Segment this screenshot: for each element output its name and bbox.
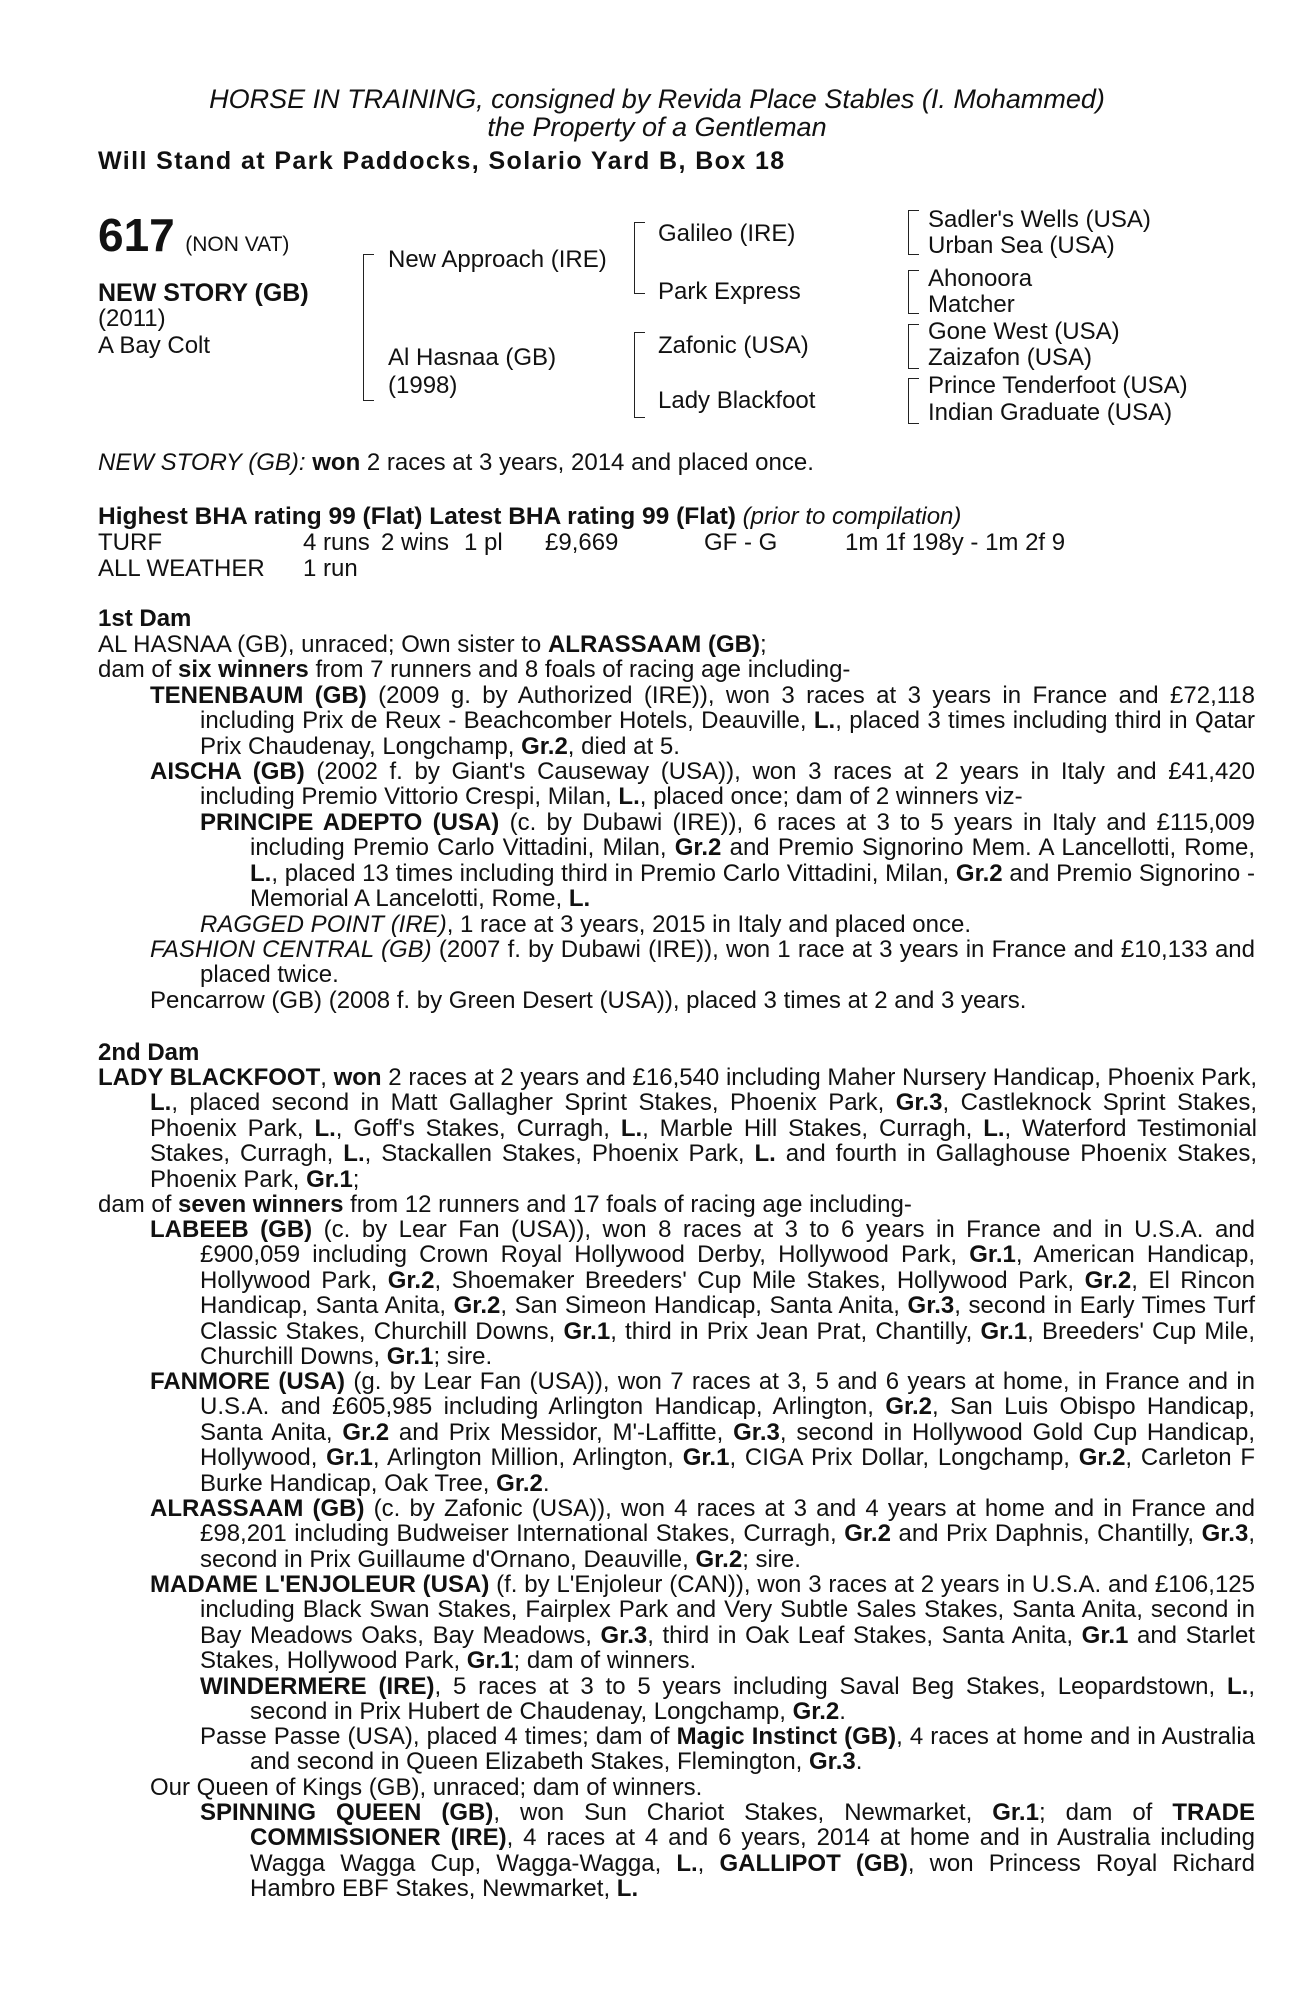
alrassaam-name: ALRASSAAM (GB) bbox=[150, 1495, 365, 1522]
ragged-name: RAGGED POINT (IRE) bbox=[200, 911, 447, 938]
labeeb-text-h: , Breeders' Cup Mile, Churchill Downs, bbox=[200, 1317, 1255, 1371]
pedigree-sire: New Approach (IRE) bbox=[388, 246, 607, 273]
trade-listed: L. bbox=[676, 1849, 698, 1877]
pedigree-dam-year: (1998) bbox=[388, 372, 458, 399]
labeeb-text-b: , American Handicap, Hollywood Park, bbox=[200, 1241, 1255, 1294]
form-turf-label: TURF bbox=[98, 529, 162, 556]
race-summary bbox=[98, 450, 814, 475]
madame-text-a: (f. by L'Enjoleur (CAN)), won 3 races at 2 years in U.S.A. and £106,125 including Black Swan Stakes, Fairplex Park and Very Subtle Sales Stakes, Santa Anita, second in Bay Meadows Oaks, Bay Meadows, bbox=[200, 1571, 1255, 1649]
gallipot-text: , won Princess Royal Richard Hambro EBF Stakes, Newmarket, bbox=[250, 1849, 1255, 1903]
passe-text-a: Passe Passe (USA), placed 4 times; dam of bbox=[200, 1723, 677, 1750]
pedigree-brace-dam bbox=[634, 332, 645, 418]
principe-group-1: Gr.2 bbox=[674, 834, 722, 862]
aischa-listed: L. bbox=[618, 783, 640, 811]
dam2-produce-a: dam of bbox=[98, 1191, 179, 1218]
produce-tenenbaum bbox=[150, 683, 1255, 759]
passe-group: Gr.3 bbox=[809, 1748, 856, 1776]
alrassaam-group-3: Gr.2 bbox=[695, 1545, 743, 1573]
produce-windermere bbox=[200, 1674, 1255, 1725]
pedigree-dam-dam: Lady Blackfoot bbox=[658, 387, 816, 414]
form-turf-money: £9,669 bbox=[545, 529, 619, 556]
labeeb-text-c: , Shoemaker Breeders' Cup Mile Stakes, Hollywood Park, bbox=[434, 1266, 1085, 1294]
trade-commissioner-name: TRADE COMMISSIONER (IRE) bbox=[250, 1799, 1256, 1852]
produce-aischa bbox=[150, 759, 1255, 810]
header-location: Will Stand at Park Paddocks, Solario Yard B, Box 18 bbox=[98, 147, 786, 175]
madame-text-b: , third in Oak Leaf Stakes, Santa Anita, bbox=[647, 1621, 1082, 1649]
pedigree-dam: Al Hasnaa (GB) bbox=[388, 344, 557, 371]
labeeb-group-1: Gr.1 bbox=[969, 1241, 1016, 1269]
fanmore-text-g: , Carleton F Burke Handicap, Oak Tree, bbox=[200, 1444, 1255, 1497]
lady-text-g: , Waterford Testimonial Stakes, Curragh, bbox=[150, 1114, 1257, 1168]
labeeb-text-d: , El Rincon Handicap, Santa Anita, bbox=[200, 1266, 1255, 1320]
form-turf-runs: 4 runs bbox=[303, 529, 370, 556]
spinning-text-b: ; dam of bbox=[1038, 1799, 1173, 1826]
lot-name: NEW STORY (GB) bbox=[98, 279, 309, 307]
lady-listed-6: L. bbox=[754, 1140, 776, 1168]
alrassaam-group-1: Gr.2 bbox=[844, 1520, 891, 1548]
labeeb-group-7: Gr.1 bbox=[980, 1317, 1028, 1345]
lady-won: won bbox=[333, 1064, 382, 1091]
fanmore-name: FANMORE (USA) bbox=[150, 1368, 346, 1395]
madame-name: MADAME L'ENJOLEUR (USA) bbox=[150, 1571, 490, 1598]
fashion-text: (2007 f. by Dubawi (IRE)), won 1 race at 3 years in France and £10,133 and placed twice. bbox=[200, 936, 1255, 989]
lady-text-h: , Stackallen Stakes, Phoenix Park, bbox=[364, 1140, 755, 1168]
fanmore-group-4: Gr.1 bbox=[326, 1444, 373, 1472]
magic-instinct-name: Magic Instinct (GB) bbox=[676, 1723, 897, 1750]
dam1-sister-name: ALRASSAAM (GB) bbox=[547, 631, 760, 658]
fashion-name: FASHION CENTRAL (GB) bbox=[150, 936, 432, 963]
header-consignor: HORSE IN TRAINING, consigned by Revida Place Stables (I. Mohammed) bbox=[209, 84, 1105, 114]
lady-text-e: , Goff's Stakes, Curragh, bbox=[335, 1114, 621, 1142]
dam1-winners-count: six winners bbox=[178, 656, 309, 683]
passe-text-c: . bbox=[855, 1748, 863, 1776]
fanmore-text-d: , second in Hollywood Gold Cup Handicap, Hollywood, bbox=[200, 1418, 1256, 1472]
lady-text-a: , bbox=[320, 1064, 334, 1091]
madame-group-2: Gr.1 bbox=[1081, 1621, 1129, 1649]
lot-number: 617 bbox=[98, 209, 175, 261]
form-turf-wins: 2 wins bbox=[381, 529, 450, 556]
lot-description: A Bay Colt bbox=[98, 332, 211, 359]
principe-text-b: and Premio Signorino Mem. A Lancellotti, Rome, bbox=[721, 834, 1255, 862]
produce-principe bbox=[200, 810, 1255, 912]
aischa-text-b: , placed once; dam of 2 winners viz- bbox=[639, 783, 1023, 811]
labeeb-group-8: Gr.1 bbox=[386, 1343, 434, 1371]
tenenbaum-listed: L. bbox=[813, 707, 836, 735]
principe-text-a: (c. by Dubawi (IRE)), 6 races at 3 to 5 years in Italy and £115,009 including Premio Carlo Vittadini, Milan, bbox=[250, 809, 1255, 862]
dam1-produce-a: dam of bbox=[98, 656, 179, 683]
dam1-intro-text: AL HASNAA (GB), unraced; Own sister to bbox=[98, 631, 548, 658]
fanmore-text-c: and Prix Messidor, M'-Laffitte, bbox=[389, 1418, 734, 1446]
lady-group-1: Gr.3 bbox=[895, 1089, 943, 1117]
principe-text-c: , placed 13 times including third in Premio Carlo Vittadini, Milan, bbox=[271, 859, 956, 887]
pedigree-sire-sire: Galileo (IRE) bbox=[658, 220, 796, 247]
produce-madame bbox=[150, 1572, 1255, 1674]
fanmore-group-5: Gr.1 bbox=[682, 1444, 730, 1472]
labeeb-group-3: Gr.2 bbox=[1084, 1266, 1132, 1294]
pedigree-brace-main bbox=[363, 254, 374, 401]
lot-heading bbox=[98, 208, 289, 262]
form-aw-runs: 1 run bbox=[303, 555, 358, 582]
fanmore-group-7: Gr.2 bbox=[496, 1469, 543, 1497]
lady-text-j: ; bbox=[352, 1165, 360, 1193]
produce-pencarrow: Pencarrow (GB) (2008 f. by Green Desert (USA)), placed 3 times at 2 and 3 years. bbox=[150, 987, 1027, 1014]
spinning-queen-name: SPINNING QUEEN (GB) bbox=[200, 1799, 494, 1826]
pedigree-ds-sire: Gone West (USA) bbox=[928, 318, 1120, 345]
pedigree-sd-dam: Matcher bbox=[928, 291, 1015, 318]
pedigree-ss-dam: Urban Sea (USA) bbox=[928, 232, 1115, 259]
principe-listed-2: L. bbox=[568, 885, 591, 913]
pedigree-ss-sire: Sadler's Wells (USA) bbox=[928, 206, 1151, 233]
rating-text: Highest BHA rating 99 (Flat) Latest BHA rating 99 (Flat) bbox=[98, 503, 736, 530]
tenenbaum-text-a: (2009 g. by Authorized (IRE)), won 3 races at 3 years in France and £72,118 including Prix de Reux - Beachcomber Hotels, Deauville, bbox=[200, 682, 1255, 735]
labeeb-group-6: Gr.1 bbox=[563, 1317, 611, 1345]
lady-text-d: , Castleknock Sprint Stakes, Phoenix Park, bbox=[150, 1089, 1257, 1142]
lady-text-c: , placed second in Matt Gallagher Sprint Stakes, Phoenix Park, bbox=[171, 1089, 896, 1117]
lot-year: (2011) bbox=[98, 305, 166, 332]
trade-text-a: , 4 races at 4 and 6 years, 2014 at home and in Australia including Wagga Wagga Cup, Wagga-Wagga, bbox=[250, 1824, 1255, 1877]
pedigree-dd-dam: Indian Graduate (USA) bbox=[928, 399, 1173, 426]
labeeb-group-4: Gr.2 bbox=[453, 1292, 501, 1320]
lady-listed-3: L. bbox=[620, 1114, 643, 1142]
dam2-heading: 2nd Dam bbox=[98, 1039, 200, 1066]
aischa-text-a: (2002 f. by Giant's Causeway (USA)), won 3 races at 2 years in Italy and £41,420 including Premio Vittorio Crespi, Milan, bbox=[200, 758, 1255, 811]
dam2-produce-c: from 12 runners and 17 foals of racing age including- bbox=[343, 1191, 912, 1218]
pedigree-ds-dam: Zaizafon (USA) bbox=[928, 344, 1093, 371]
pedigree-brace-ds bbox=[908, 324, 919, 369]
produce-fashion bbox=[150, 937, 1255, 988]
principe-name: PRINCIPE ADEPTO (USA) bbox=[200, 809, 500, 836]
dam1-produce bbox=[98, 657, 850, 682]
lady-text-f: , Marble Hill Stakes, Curragh, bbox=[642, 1114, 984, 1142]
spinning-group: Gr.1 bbox=[992, 1799, 1039, 1826]
labeeb-group-5: Gr.3 bbox=[907, 1292, 955, 1320]
lady-blackfoot-name: LADY BLACKFOOT bbox=[98, 1064, 321, 1091]
pedigree-sire-dam: Park Express bbox=[658, 278, 801, 305]
fanmore-group-6: Gr.2 bbox=[1078, 1444, 1126, 1472]
dam1-produce-c: from 7 runners and 8 foals of racing age including- bbox=[308, 656, 851, 683]
alrassaam-text-d: ; sire. bbox=[742, 1545, 801, 1573]
dam2-winners-count: seven winners bbox=[178, 1191, 344, 1218]
fanmore-group-1: Gr.2 bbox=[885, 1393, 933, 1421]
alrassaam-text-c: , second in Prix Guillaume d'Ornano, Deauville, bbox=[200, 1520, 1255, 1573]
produce-passe bbox=[200, 1724, 1255, 1775]
summary-colon: : bbox=[298, 449, 306, 476]
summary-horse-name: NEW STORY (GB) bbox=[98, 449, 299, 476]
lady-listed-1: L. bbox=[150, 1089, 172, 1117]
principe-group-2: Gr.2 bbox=[955, 859, 1003, 887]
labeeb-text-f: , second in Early Times Turf Classic Stakes, Churchill Downs, bbox=[200, 1292, 1256, 1345]
form-turf-distance: 1m 1f 198y - 1m 2f 9 bbox=[845, 529, 1066, 556]
fanmore-text-a: (g. by Lear Fan (USA)), won 7 races at 3, 5 and 6 years at home, in France and in U.S.A. and £605,985 including Arlington Handicap, Arlington, bbox=[200, 1368, 1256, 1421]
lady-listed-5: L. bbox=[343, 1140, 365, 1168]
pedigree-dam-sire: Zafonic (USA) bbox=[658, 332, 809, 359]
pedigree-brace-sd bbox=[908, 270, 919, 314]
madame-text-c: and Starlet Stakes, Hollywood Park, bbox=[200, 1621, 1255, 1675]
fanmore-text-h: . bbox=[542, 1469, 550, 1497]
lady-text-i: and fourth in Gallaghouse Phoenix Stakes, Phoenix Park, bbox=[150, 1140, 1257, 1193]
gallipot-listed: L. bbox=[616, 1875, 639, 1903]
produce-our-queen: Our Queen of Kings (GB), unraced; dam of winners. bbox=[150, 1774, 703, 1801]
lady-listed-2: L. bbox=[314, 1114, 336, 1142]
windermere-name: WINDERMERE (IRE) bbox=[200, 1673, 435, 1700]
header-property: the Property of a Gentleman bbox=[487, 112, 827, 142]
fanmore-group-3: Gr.3 bbox=[733, 1418, 780, 1446]
alrassaam-text-b: and Prix Daphnis, Chantilly, bbox=[890, 1520, 1202, 1548]
rating-note: (prior to compilation) bbox=[742, 503, 962, 530]
madame-group-1: Gr.3 bbox=[600, 1621, 648, 1649]
dam1-intro bbox=[98, 632, 767, 657]
produce-ragged bbox=[200, 912, 971, 937]
labeeb-text-e: , San Simeon Handicap, Santa Anita, bbox=[500, 1292, 908, 1320]
summary-rest: 2 races at 3 years, 2014 and placed once. bbox=[360, 449, 814, 476]
dam1-intro-end: ; bbox=[759, 631, 767, 658]
gallipot-name: GALLIPOT (GB) bbox=[719, 1849, 908, 1877]
dam1-heading: 1st Dam bbox=[98, 605, 192, 632]
trade-text-b: , bbox=[697, 1849, 720, 1877]
produce-spinning-queen bbox=[200, 1800, 1255, 1902]
windermere-text-c: . bbox=[839, 1698, 846, 1726]
fanmore-group-2: Gr.2 bbox=[342, 1418, 390, 1446]
tenenbaum-text-c: , died at 5. bbox=[567, 732, 680, 760]
windermere-text-b: , second in Prix Hubert de Chaudenay, Longchamp, bbox=[250, 1673, 1255, 1726]
tenenbaum-text-b: , placed 3 times including third in Qatar Prix Chaudenay, Longchamp, bbox=[200, 707, 1255, 760]
form-aw-label: ALL WEATHER bbox=[98, 555, 265, 582]
spinning-text-a: , won Sun Chariot Stakes, Newmarket, bbox=[493, 1799, 993, 1826]
principe-text-d: and Premio Signorino - Memorial A Lancelotti, Rome, bbox=[250, 859, 1255, 913]
fanmore-text-e: , Arlington Million, Arlington, bbox=[372, 1444, 683, 1472]
rating-line bbox=[98, 504, 961, 529]
fanmore-text-f: , CIGA Prix Dollar, Longchamp, bbox=[729, 1444, 1079, 1472]
tenenbaum-group: Gr.2 bbox=[521, 732, 568, 760]
dam2-produce bbox=[98, 1192, 912, 1217]
lady-text-b: 2 races at 2 years and £16,540 including Maher Nursery Handicap, Phoenix Park, bbox=[381, 1064, 1257, 1091]
lady-listed-4: L. bbox=[983, 1114, 1005, 1142]
lot-vat: (NON VAT) bbox=[185, 233, 290, 256]
windermere-text-a: , 5 races at 3 to 5 years including Saval Beg Stakes, Leopardstown, bbox=[434, 1673, 1227, 1700]
aischa-name: AISCHA (GB) bbox=[150, 758, 305, 785]
produce-alrassaam bbox=[150, 1496, 1255, 1572]
form-turf-pl: 1 pl bbox=[464, 529, 503, 556]
windermere-listed: L. bbox=[1227, 1673, 1249, 1700]
labeeb-text-g: , third in Prix Jean Prat, Chantilly, bbox=[610, 1317, 981, 1345]
madame-group-3: Gr.1 bbox=[466, 1647, 514, 1675]
labeeb-name: LABEEB (GB) bbox=[150, 1216, 313, 1243]
passe-text-b: , 4 races at home and in Australia and second in Queen Elizabeth Stakes, Flemington, bbox=[250, 1723, 1256, 1776]
alrassaam-group-2: Gr.3 bbox=[1201, 1520, 1249, 1548]
principe-listed: L. bbox=[250, 859, 272, 887]
labeeb-group-2: Gr.2 bbox=[387, 1266, 435, 1294]
pedigree-brace-sire bbox=[634, 222, 645, 294]
ragged-text: , 1 race at 3 years, 2015 in Italy and placed once. bbox=[446, 911, 972, 938]
labeeb-text-i: ; sire. bbox=[433, 1343, 493, 1371]
madame-text-d: ; dam of winners. bbox=[513, 1647, 697, 1675]
pedigree-dd-sire: Prince Tenderfoot (USA) bbox=[928, 372, 1188, 399]
labeeb-text-a: (c. by Lear Fan (USA)), won 8 races at 3 to 6 years in France and in U.S.A. and £900,059 including Crown Royal Hollywood Derby, Hollywood Park, bbox=[200, 1216, 1255, 1269]
produce-labeeb bbox=[150, 1217, 1255, 1369]
pedigree-sd-sire: Ahonoora bbox=[928, 265, 1033, 292]
dam2-record bbox=[98, 1065, 1257, 1192]
lady-group-2: Gr.1 bbox=[306, 1165, 353, 1193]
fanmore-text-b: , San Luis Obispo Handicap, Santa Anita, bbox=[200, 1393, 1255, 1446]
produce-fanmore bbox=[150, 1369, 1255, 1496]
pedigree-brace-dd bbox=[908, 378, 919, 424]
tenenbaum-name: TENENBAUM (GB) bbox=[150, 682, 367, 709]
form-turf-going: GF - G bbox=[704, 529, 778, 556]
alrassaam-text-a: (c. by Zafonic (USA)), won 4 races at 3 and 4 years at home and in France and £98,201 including Budweiser International Stakes, Curragh, bbox=[200, 1495, 1255, 1548]
pedigree-brace-ss bbox=[908, 210, 919, 255]
summary-won: won bbox=[312, 449, 361, 476]
windermere-group: Gr.2 bbox=[792, 1698, 840, 1726]
